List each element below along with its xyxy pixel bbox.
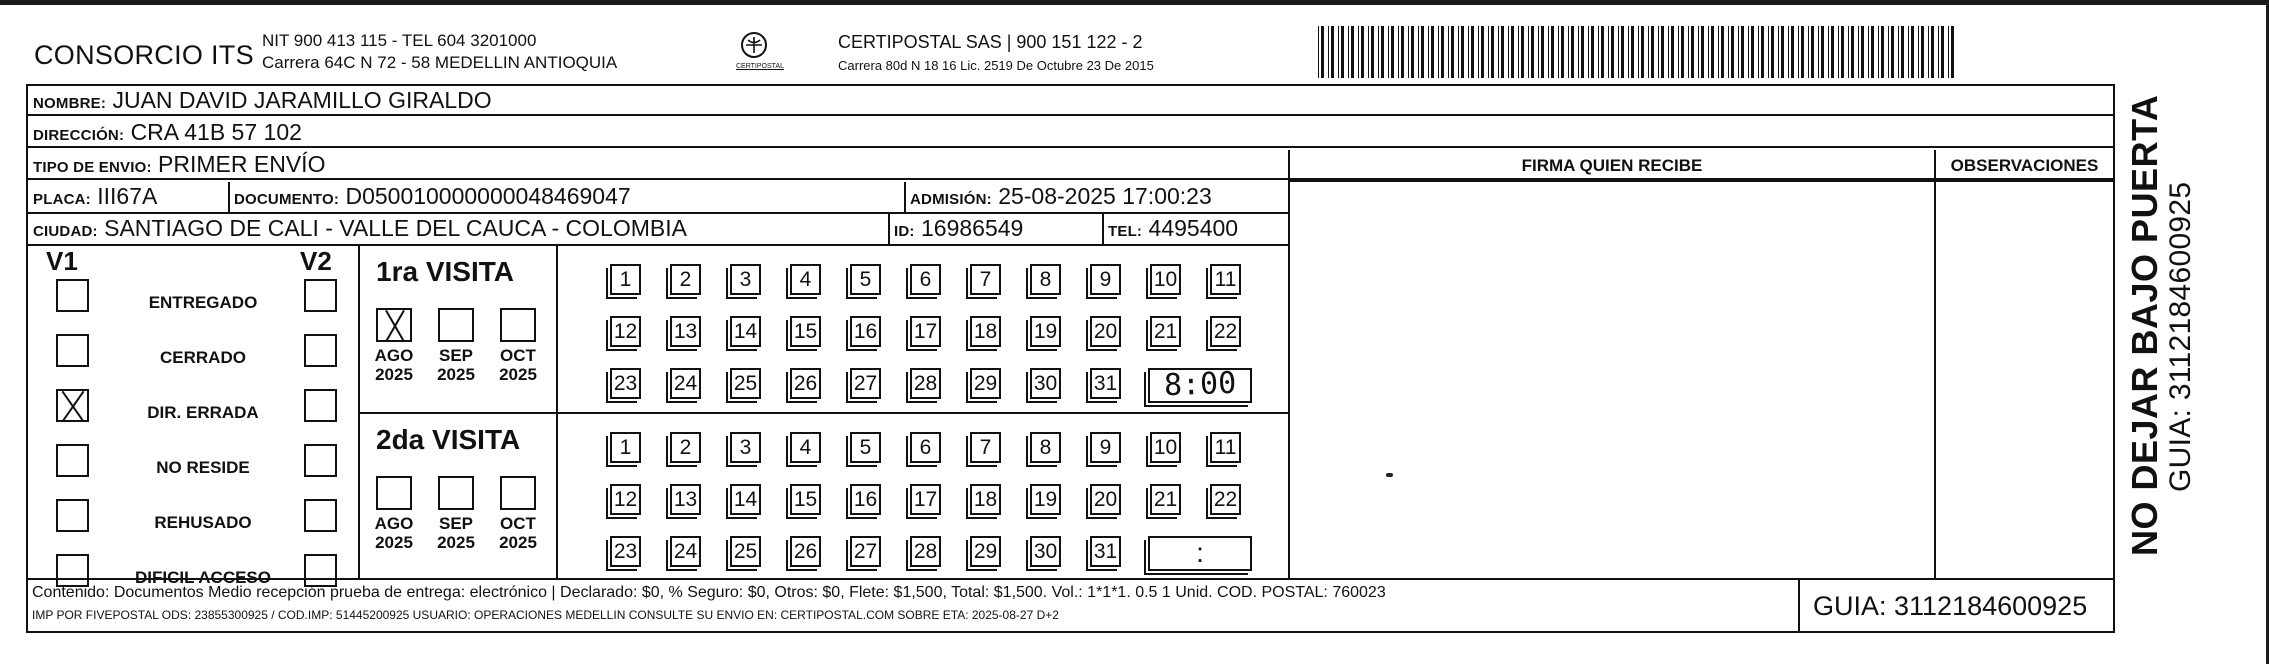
barcode-bar: [1741, 26, 1744, 78]
barcode-bar: [1551, 26, 1554, 78]
month-checkbox[interactable]: [438, 476, 474, 510]
month-year: 2025: [437, 365, 475, 384]
time-box[interactable]: [1148, 536, 1252, 571]
nombre-value: JUAN DAVID JARAMILLO GIRALDO: [112, 87, 492, 113]
v1-header: V1: [46, 246, 78, 276]
barcode-bar: [1698, 26, 1699, 78]
status-label: NO RESIDE: [156, 458, 250, 477]
barcode-bar: [1751, 26, 1754, 78]
barcode-bar: [1878, 26, 1879, 78]
barcode-bar: [1411, 26, 1414, 78]
day-box[interactable]: 28: [910, 536, 941, 567]
day-box[interactable]: 3: [730, 432, 761, 463]
guide-form: [26, 84, 2115, 633]
day-box[interactable]: 21: [1150, 316, 1181, 347]
barcode-bar: [1331, 26, 1334, 78]
barcode-bar: [1881, 26, 1884, 78]
barcode-bar: [1921, 26, 1924, 78]
day-box[interactable]: 30: [1030, 536, 1061, 567]
barcode-bar: [1431, 26, 1434, 78]
courier-address: Carrera 80d N 18 16 Lic. 2519 De Octubre 23 De 2015: [838, 58, 1154, 73]
day-box[interactable]: 26: [790, 368, 821, 399]
barcode-bar: [1658, 26, 1659, 78]
barcode-bar: [1591, 26, 1594, 78]
barcode-bar: [1328, 26, 1329, 78]
observaciones-divider: [1934, 150, 1936, 578]
barcode-bar: [1531, 26, 1534, 78]
barcode-bar: [1508, 26, 1509, 78]
tipo-value: PRIMER ENVÍO: [158, 151, 326, 177]
logo-caption: CERTIPOSTAL: [736, 63, 784, 70]
nombre-row: [28, 86, 2113, 116]
barcode-bar: [1651, 26, 1654, 78]
day-box[interactable]: 2: [670, 432, 701, 463]
barcode-bar: [1798, 26, 1799, 78]
footer-guia-number: GUIA: 3112184600925: [1813, 591, 2088, 621]
day-box[interactable]: 9: [1090, 432, 1121, 463]
barcode-bar: [1918, 26, 1919, 78]
barcode-bar: [1418, 26, 1419, 78]
barcode-bar: [1811, 26, 1814, 78]
barcode-bar: [1951, 26, 1954, 78]
barcode-bar: [1558, 26, 1559, 78]
v2-checkbox[interactable]: [304, 499, 337, 532]
day-box[interactable]: 15: [790, 316, 821, 347]
months-divider: [556, 244, 558, 578]
company-nit: NIT 900 413 115 - TEL 604 3201000: [262, 31, 537, 50]
barcode-bar: [1568, 26, 1569, 78]
month-checkbox[interactable]: [376, 476, 412, 510]
barcode-bar: [1598, 26, 1599, 78]
barcode-bar: [1468, 26, 1469, 78]
barcode-bar: [1318, 26, 1319, 78]
barcode-bar: [1771, 26, 1774, 78]
barcode-bar: [1691, 26, 1694, 78]
barcode-bar: [1818, 26, 1819, 78]
time-value: :: [1196, 537, 1204, 568]
barcode-bar: [1451, 26, 1454, 78]
barcode-bar: [1361, 26, 1364, 78]
placa-divider: [228, 182, 230, 212]
barcode-bar: [1478, 26, 1479, 78]
id-value: 16986549: [921, 215, 1024, 241]
day-box[interactable]: 22: [1210, 484, 1241, 515]
barcode-bar: [1671, 26, 1674, 78]
tipo-label: TIPO DE ENVIO:: [33, 159, 152, 176]
barcode-bar: [1458, 26, 1459, 78]
day-box[interactable]: 23: [610, 536, 641, 567]
v1-checkbox[interactable]: [56, 389, 89, 422]
barcode-bar: [1491, 26, 1494, 78]
day-box[interactable]: 18: [970, 484, 1001, 515]
barcode-bar: [1471, 26, 1474, 78]
day-box[interactable]: 18: [970, 316, 1001, 347]
barcode-bar: [1348, 26, 1349, 78]
admision-value: 25-08-2025 17:00:23: [998, 183, 1212, 209]
barcode-bar: [1398, 26, 1399, 78]
barcode-bar: [1941, 26, 1944, 78]
barcode-bar: [1728, 26, 1729, 78]
barcode-bar: [1648, 26, 1649, 78]
barcode-bar: [1911, 26, 1914, 78]
barcode-bar: [1588, 26, 1589, 78]
barcode-bar: [1681, 26, 1684, 78]
month-year: 2025: [437, 533, 475, 552]
v1-checkbox[interactable]: [56, 554, 89, 587]
day-box[interactable]: 21: [1150, 484, 1181, 515]
firma-left-divider: [1288, 150, 1290, 578]
day-box[interactable]: 4: [790, 432, 821, 463]
month-checkbox[interactable]: [376, 308, 412, 342]
ciudad-divider: [888, 214, 890, 244]
documento-divider: [904, 182, 906, 212]
status-label: DIR. ERRADA: [147, 403, 259, 422]
barcode-bar: [1428, 26, 1429, 78]
barcode-bar: [1358, 26, 1359, 78]
barcode-bar: [1871, 26, 1874, 78]
barcode-bar: [1891, 26, 1894, 78]
barcode-bar: [1868, 26, 1869, 78]
barcode-bar: [1351, 26, 1354, 78]
barcode-bar: [1618, 26, 1619, 78]
footer-line: [28, 578, 2113, 580]
barcode-bar: [1498, 26, 1499, 78]
no-dejar-warning: NO DEJAR BAJO PUERTA: [2124, 94, 2165, 556]
day-box[interactable]: 8: [1030, 432, 1061, 463]
courier-info: [838, 30, 1154, 78]
day-box[interactable]: 24: [670, 368, 701, 399]
tel-value: 4495400: [1148, 215, 1239, 241]
barcode-bar: [1688, 26, 1689, 78]
barcode-bar: [1341, 26, 1344, 78]
barcode-bar: [1511, 26, 1514, 78]
day-box[interactable]: 3: [730, 264, 761, 295]
v2-checkbox[interactable]: [304, 334, 337, 367]
day-box[interactable]: 7: [970, 264, 1001, 295]
documento-cell: [234, 182, 631, 214]
admision-cell: [910, 182, 1212, 214]
admision-label: ADMISIÓN:: [910, 191, 992, 208]
barcode-bar: [1638, 26, 1639, 78]
time-box[interactable]: [1148, 365, 1252, 404]
barcode-bar: [1321, 26, 1324, 78]
barcode-bar: [1761, 26, 1764, 78]
barcode-bar: [1501, 26, 1504, 78]
ink-mark: [1386, 473, 1393, 477]
barcode-bar: [1388, 26, 1389, 78]
footer-print-info: IMP POR FIVEPOSTAL ODS: 23855300925 / COD.IMP: 51445200925 USUARIO: OPERACIONES MEDELLIN CONSULTE SU ENVIO EN: CERTIPOSTAL.COM SOBRE ETA: 2025-08-27 D+2: [32, 608, 1059, 622]
day-box[interactable]: 20: [1090, 316, 1121, 347]
v2-checkbox[interactable]: [304, 554, 337, 587]
day-box[interactable]: 11: [1210, 432, 1241, 463]
barcode-bar: [1678, 26, 1679, 78]
barcode-bar: [1631, 26, 1634, 78]
barcode-bar: [1378, 26, 1379, 78]
barcode-bar: [1611, 26, 1614, 78]
barcode-bar: [1668, 26, 1669, 78]
day-box[interactable]: 14: [730, 316, 761, 347]
day-box[interactable]: 16: [850, 484, 881, 515]
company-address: Carrera 64C N 72 - 58 MEDELLIN ANTIOQUIA: [262, 53, 618, 72]
barcode-bar: [1448, 26, 1449, 78]
day-box[interactable]: 10: [1150, 432, 1181, 463]
barcode-bar: [1851, 26, 1854, 78]
day-box[interactable]: 13: [670, 484, 701, 515]
day-box[interactable]: 24: [670, 536, 701, 567]
barcode-bar: [1371, 26, 1374, 78]
barcode-bar: [1731, 26, 1734, 78]
barcode-bar: [1861, 26, 1864, 78]
month-label: [494, 514, 542, 552]
day-box[interactable]: 14: [730, 484, 761, 515]
courier-nit: CERTIPOSTAL SAS | 900 151 122 - 2: [838, 32, 1143, 52]
month-year: 2025: [499, 365, 537, 384]
barcode-bar: [1391, 26, 1394, 78]
barcode-bar: [1738, 26, 1739, 78]
day-box[interactable]: 1: [610, 264, 641, 295]
month-name: OCT: [500, 514, 536, 533]
barcode-bar: [1721, 26, 1724, 78]
month-name: AGO: [374, 514, 414, 533]
barcode-bar: [1601, 26, 1604, 78]
v2-header: V2: [300, 246, 332, 276]
barcode-bar: [1931, 26, 1934, 78]
id-label: ID:: [894, 223, 915, 240]
barcode-bar: [1758, 26, 1759, 78]
day-box[interactable]: 25: [730, 536, 761, 567]
day-box[interactable]: 11: [1210, 264, 1241, 295]
id-cell: [894, 214, 1023, 246]
month-checkbox[interactable]: [500, 476, 536, 510]
day-box[interactable]: 12: [610, 484, 641, 515]
company-info: [262, 30, 617, 74]
day-box[interactable]: 31: [1090, 368, 1121, 399]
day-box[interactable]: 27: [850, 536, 881, 567]
barcode-bar: [1401, 26, 1404, 78]
status-divider: [358, 244, 360, 578]
footer-contents: Contenido: Documentos Medio recepción prueba de entrega: electrónico | Declarado: $0, % Seguro: $0, Otros: $0, Flete: $1,500, Total: $1,500. Vol.: 1*1*1. 0.5 1 Unid. COD. POSTAL: 760023: [32, 584, 1386, 601]
day-box[interactable]: 30: [1030, 368, 1061, 399]
barcode-bar: [1548, 26, 1549, 78]
barcode-bar: [1608, 26, 1609, 78]
visit-title: 1ra VISITA: [376, 256, 514, 287]
day-box[interactable]: 9: [1090, 264, 1121, 295]
status-label: CERRADO: [160, 348, 246, 367]
direccion-row: [28, 118, 2113, 148]
month-year: 2025: [499, 533, 537, 552]
month-label: [370, 514, 418, 552]
month-checkbox[interactable]: [438, 308, 474, 342]
status-label: REHUSADO: [154, 513, 252, 532]
day-box[interactable]: 15: [790, 484, 821, 515]
day-box[interactable]: 22: [1210, 316, 1241, 347]
day-box[interactable]: 31: [1090, 536, 1121, 567]
barcode-bar: [1841, 26, 1844, 78]
day-box[interactable]: 2: [670, 264, 701, 295]
placa-label: PLACA:: [33, 191, 91, 208]
firma-header: FIRMA QUIEN RECIBE: [1521, 156, 1703, 175]
barcode-bar: [1641, 26, 1644, 78]
v2-checkbox[interactable]: [304, 389, 337, 422]
barcode-bar: [1838, 26, 1839, 78]
month-name: SEP: [438, 514, 474, 533]
ciudad-value: SANTIAGO DE CALI - VALLE DEL CAUCA - COLOMBIA: [104, 215, 687, 241]
month-label: [370, 346, 418, 384]
barcode-bar: [1561, 26, 1564, 78]
month-label: [432, 514, 480, 552]
day-box[interactable]: 13: [670, 316, 701, 347]
day-box[interactable]: 17: [910, 484, 941, 515]
day-box[interactable]: 12: [610, 316, 641, 347]
day-box[interactable]: 17: [910, 316, 941, 347]
visit-title: 2da VISITA: [376, 424, 521, 455]
barcode-bar: [1848, 26, 1849, 78]
barcode-bar: [1831, 26, 1834, 78]
barcode-bar: [1408, 26, 1409, 78]
day-box[interactable]: 6: [910, 264, 941, 295]
barcode-bar: [1481, 26, 1484, 78]
placa-cell: [33, 182, 157, 214]
day-box[interactable]: 20: [1090, 484, 1121, 515]
day-box[interactable]: 4: [790, 264, 821, 295]
barcode-bar: [1781, 26, 1784, 78]
side-guia-number: GUIA: 3112184600925: [2164, 181, 2197, 492]
observaciones-header: OBSERVACIONES: [1950, 156, 2099, 175]
status-label: ENTREGADO: [148, 293, 258, 312]
day-box[interactable]: 27: [850, 368, 881, 399]
barcode-bar: [1541, 26, 1544, 78]
barcode-bar: [1441, 26, 1444, 78]
day-box[interactable]: 8: [1030, 264, 1061, 295]
day-box[interactable]: 5: [850, 264, 881, 295]
tel-label: TEL:: [1108, 223, 1143, 240]
barcode-bar: [1528, 26, 1529, 78]
day-box[interactable]: 25: [730, 368, 761, 399]
scan-edge-top: [0, 0, 2269, 5]
barcode-bar: [1948, 26, 1949, 78]
barcode: [1318, 26, 1958, 78]
nombre-label: NOMBRE:: [33, 95, 107, 112]
day-box[interactable]: 19: [1030, 316, 1061, 347]
company-name: CONSORCIO ITS: [34, 40, 254, 70]
day-box[interactable]: 7: [970, 432, 1001, 463]
barcode-bar: [1381, 26, 1384, 78]
v2-checkbox[interactable]: [304, 279, 337, 312]
barcode-bar: [1488, 26, 1489, 78]
barcode-bar: [1908, 26, 1909, 78]
day-box[interactable]: 23: [610, 368, 641, 399]
day-box[interactable]: 1: [610, 432, 641, 463]
v1-checkbox[interactable]: [56, 279, 89, 312]
barcode-bar: [1581, 26, 1584, 78]
barcode-bar: [1928, 26, 1929, 78]
day-box[interactable]: 29: [970, 536, 1001, 567]
day-box[interactable]: 28: [910, 368, 941, 399]
barcode-bar: [1661, 26, 1664, 78]
day-box[interactable]: 29: [970, 368, 1001, 399]
ciudad-cell: [33, 214, 687, 246]
direccion-label: DIRECCIÓN:: [33, 127, 125, 144]
barcode-bar: [1438, 26, 1439, 78]
barcode-bar: [1821, 26, 1824, 78]
barcode-bar: [1708, 26, 1709, 78]
placa-value: III67A: [97, 183, 158, 209]
time-value: 8:00: [1163, 365, 1237, 404]
barcode-bar: [1858, 26, 1859, 78]
documento-label: DOCUMENTO:: [234, 191, 340, 208]
month-name: AGO: [374, 346, 414, 365]
month-label: [494, 346, 542, 384]
ciudad-label: CIUDAD:: [33, 223, 98, 240]
month-checkbox[interactable]: [500, 308, 536, 342]
barcode-bar: [1421, 26, 1424, 78]
barcode-bar: [1778, 26, 1779, 78]
day-box[interactable]: 16: [850, 316, 881, 347]
month-year: 2025: [375, 365, 413, 384]
documento-value: D050010000000048469047: [345, 183, 631, 209]
v2-checkbox[interactable]: [304, 444, 337, 477]
v1-checkbox[interactable]: [56, 334, 89, 367]
barcode-bar: [1461, 26, 1464, 78]
barcode-bar: [1538, 26, 1539, 78]
direccion-value: CRA 41B 57 102: [130, 119, 302, 145]
barcode-bar: [1748, 26, 1749, 78]
barcode-bar: [1938, 26, 1939, 78]
barcode-bar: [1888, 26, 1889, 78]
barcode-bar: [1628, 26, 1629, 78]
barcode-bar: [1768, 26, 1769, 78]
barcode-bar: [1571, 26, 1574, 78]
month-label: [432, 346, 480, 384]
month-year: 2025: [375, 533, 413, 552]
v1-checkbox[interactable]: [56, 444, 89, 477]
barcode-bar: [1901, 26, 1904, 78]
day-box[interactable]: 10: [1150, 264, 1181, 295]
month-name: SEP: [438, 346, 474, 365]
id-divider: [1102, 214, 1104, 244]
barcode-bar: [1711, 26, 1714, 78]
visits-divider: [358, 412, 1288, 414]
barcode-bar: [1518, 26, 1519, 78]
barcode-bar: [1788, 26, 1789, 78]
day-box[interactable]: 5: [850, 432, 881, 463]
column-header-line: [1288, 180, 2113, 182]
barcode-bar: [1578, 26, 1579, 78]
day-box[interactable]: 19: [1030, 484, 1061, 515]
barcode-bar: [1801, 26, 1804, 78]
tel-cell: [1108, 214, 1238, 246]
barcode-bar: [1718, 26, 1719, 78]
footer-guia-divider: [1798, 578, 1800, 631]
barcode-bar: [1898, 26, 1899, 78]
month-name: OCT: [500, 346, 536, 365]
barcode-bar: [1808, 26, 1809, 78]
day-box[interactable]: 26: [790, 536, 821, 567]
day-box[interactable]: 6: [910, 432, 941, 463]
barcode-bar: [1338, 26, 1339, 78]
barcode-bar: [1368, 26, 1369, 78]
barcode-bar: [1791, 26, 1794, 78]
barcode-bar: [1521, 26, 1524, 78]
barcode-bar: [1621, 26, 1624, 78]
barcode-bar: [1701, 26, 1704, 78]
barcode-bar: [1828, 26, 1829, 78]
v1-checkbox[interactable]: [56, 499, 89, 532]
